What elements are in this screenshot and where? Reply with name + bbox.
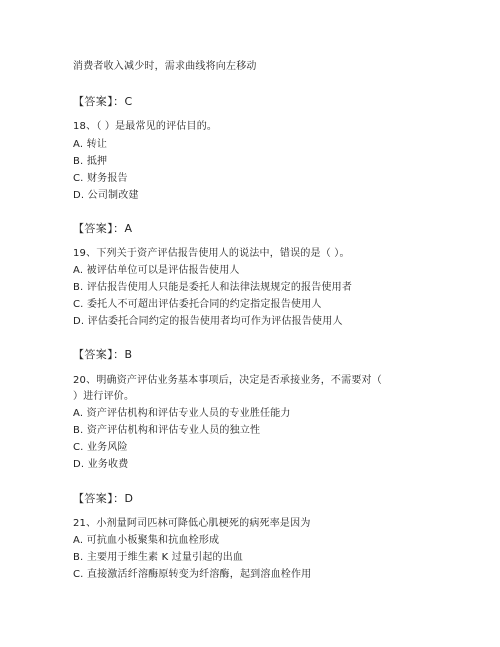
option-d: D. 公司制改建 bbox=[73, 190, 139, 201]
option-c: C. 直接激活纤溶酶原转变为纤溶酶，起到溶血栓作用 bbox=[73, 569, 312, 580]
answer-label: 【答案】：D bbox=[73, 492, 134, 505]
question-stem: 18、（ ）是最常见的评估目的。 bbox=[73, 121, 218, 132]
option-c: C. 委托人不可超出评估委托合同的约定指定报告使用人 bbox=[73, 299, 322, 310]
option-b: B. 抵押 bbox=[73, 156, 108, 167]
option-a: A. 资产评估机构和评估专业人员的专业胜任能力 bbox=[73, 408, 291, 419]
option-b: B. 资产评估机构和评估专业人员的独立性 bbox=[73, 425, 261, 436]
option-c: C. 财务报告 bbox=[73, 173, 128, 184]
question-stem: 19、下列关于资产评估报告使用人的说法中，错误的是（ ）。 bbox=[73, 248, 350, 259]
option-b: B. 主要用于维生素 K 过量引起的出血 bbox=[73, 552, 244, 563]
option-a: A. 被评估单位可以是评估报告使用人 bbox=[73, 265, 240, 276]
option-a: A. 转让 bbox=[73, 139, 108, 150]
question-stem: 20、明确资产评估业务基本事项后，决定是否承接业务，不需要对（ bbox=[73, 375, 382, 386]
question-stem: 21、小剂量阿司匹林可降低心肌梗死的病死率是因为 bbox=[73, 518, 311, 529]
answer-label: 【答案】：B bbox=[73, 348, 133, 361]
option-a: A. 可抗血小板聚集和抗血栓形成 bbox=[73, 535, 220, 546]
option-c: C. 业务风险 bbox=[73, 442, 128, 453]
question-stem-continued: ）进行评价。 bbox=[73, 391, 135, 402]
option-d: D. 业务收费 bbox=[73, 459, 129, 470]
intro-text: 消费者收入减少时，需求曲线将向左移动 bbox=[73, 61, 257, 72]
answer-label: 【答案】：C bbox=[73, 95, 133, 108]
answer-label: 【答案】：A bbox=[73, 222, 133, 235]
option-d: D. 评估委托合同约定的报告使用者均可作为评估报告使用人 bbox=[73, 316, 343, 327]
option-b: B. 评估报告使用人只能是委托人和法律法规规定的报告使用者 bbox=[73, 282, 353, 293]
